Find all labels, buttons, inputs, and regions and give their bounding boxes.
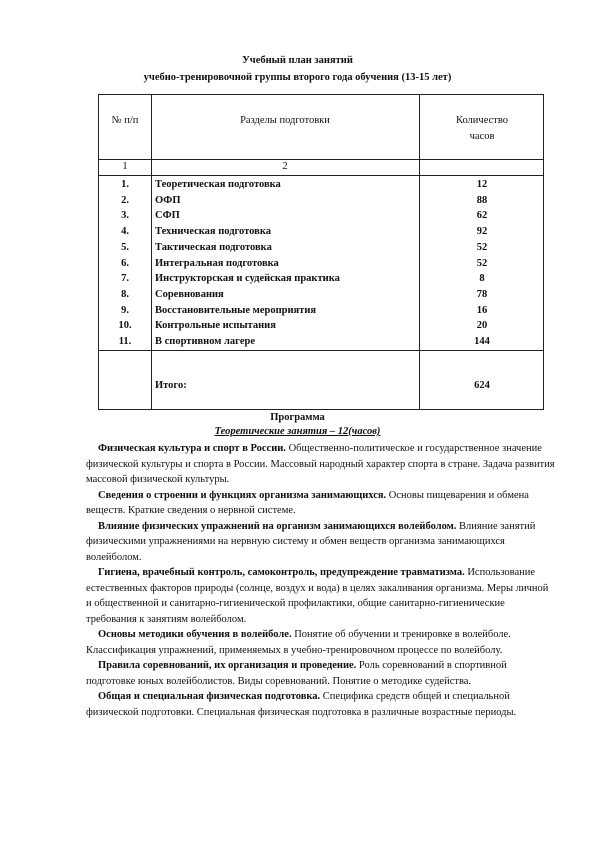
row-section-name: Теоретическая подготовка xyxy=(155,179,281,190)
row-hours: 8 xyxy=(479,273,485,285)
row-hours: 52 xyxy=(476,241,488,253)
plan-subtitle: учебно-тренировочной группы второго года обучения (13-15 лет) xyxy=(143,72,452,83)
paragraph-text: Специфика средств общей и специальной физической подготовки. Специальная физическая подготовка в различные возрастные периоды. xyxy=(86,691,517,718)
paragraph-text: Общественно-политическое и государственное значение физической культуры и спорта в России. Массовый народный характер спорта в стране. Задача развития массовой физической культуры. xyxy=(86,443,555,485)
program-title: Программа xyxy=(270,412,325,423)
table-column-divider xyxy=(151,95,152,409)
row-num: 8. xyxy=(121,288,129,300)
paragraph-heading: Общая и специальная физическая подготовка. xyxy=(98,691,321,702)
paragraph-text: Использование естественных факторов природы (солнце, воздух и вода) в целях закаливания организма. Меры личной и общественной и санитарно-гигиенической профилактики, общие санитарно-гигиенические требования к занятиям волейболом. xyxy=(86,567,549,625)
row-section-name: Контрольные испытания xyxy=(155,320,276,332)
row-hours: 20 xyxy=(476,320,488,332)
program-paragraph xyxy=(86,441,556,488)
program-text xyxy=(86,441,556,720)
paragraph-heading: Сведения о строении и функциях организма занимающихся. xyxy=(98,489,387,501)
program-subtitle: Теоретические занятия – 12(часов) xyxy=(214,426,381,437)
row-section-name: Техническая подготовка xyxy=(155,226,271,238)
row-num: 7. xyxy=(121,273,129,285)
row-num: 4. xyxy=(121,226,129,238)
row-hours: 92 xyxy=(476,226,488,238)
row-num: 5. xyxy=(121,241,129,253)
row-num: 3. xyxy=(121,210,129,222)
row-hours: 12 xyxy=(476,179,488,190)
paragraph-text: Влияние занятий физическими упражнениями на нервную систему и обмен веществ организма занимающихся волейболом. xyxy=(86,520,536,563)
row-hours: 52 xyxy=(476,257,488,269)
row-section-name: В спортивном лагере xyxy=(155,336,255,347)
program-paragraph xyxy=(86,627,556,658)
row-section-name: Интегральная подготовка xyxy=(155,257,279,269)
header-hours-line1: Количество xyxy=(455,115,509,126)
header-num: № п/п xyxy=(111,115,139,126)
row-num: 2. xyxy=(121,194,129,206)
paragraph-text: Роль соревнований в спортивной подготовке юных волейболистов. Виды соревнований. Понятие о методике судейства. xyxy=(86,660,507,687)
row-num: 6. xyxy=(121,257,129,269)
row-num: 1. xyxy=(121,179,129,190)
table-row-divider xyxy=(99,350,543,351)
row-num: 9. xyxy=(121,304,129,316)
row-hours: 16 xyxy=(476,304,488,316)
paragraph-text: Основы пищеварения и обмена веществ. Краткие сведения о нервной системе. xyxy=(86,489,529,516)
total-value: 624 xyxy=(474,380,490,391)
header-section: Разделы подготовки xyxy=(240,115,330,126)
row-section-name: ОФП xyxy=(155,194,181,206)
row-hours: 78 xyxy=(476,288,488,300)
header-hours-line2: часов xyxy=(469,131,495,142)
row-hours: 88 xyxy=(476,194,488,206)
program-paragraph xyxy=(86,519,556,566)
program-paragraph xyxy=(86,488,556,519)
paragraph-heading: Правила соревнований, их организация и проведение. xyxy=(98,660,357,671)
paragraph-heading: Основы методики обучения в волейболе. xyxy=(98,629,292,640)
plan-title: Учебный план занятий xyxy=(242,55,353,66)
paragraph-heading: Физическая культура и спорт в России. xyxy=(98,443,286,454)
row-section-name: Инструкторская и судейская практика xyxy=(155,273,340,285)
row-hours: 62 xyxy=(476,210,488,222)
row-num: 11. xyxy=(118,336,132,347)
table-row-divider xyxy=(99,175,543,176)
index-cell-1: 1 xyxy=(122,161,128,172)
program-paragraph xyxy=(86,565,556,627)
row-num: 10. xyxy=(118,320,132,332)
row-section-name: Восстановительные мероприятия xyxy=(155,304,317,316)
index-cell-2: 2 xyxy=(282,161,288,172)
program-paragraph xyxy=(86,689,556,720)
row-hours: 144 xyxy=(474,336,490,347)
paragraph-text: Понятие об обучении и тренировке в волейболе. Классификация упражнений, применяемых в учебно-тренировочном процессе по волейболу. xyxy=(86,629,511,656)
row-section-name: Тактическая подготовка xyxy=(155,241,272,253)
paragraph-heading: Гигиена, врачебный контроль, самоконтроль, предупреждение травматизма. xyxy=(98,567,465,578)
row-section-name: СФП xyxy=(155,210,180,222)
total-label: Итого: xyxy=(155,380,187,391)
row-section-name: Соревнования xyxy=(155,288,224,300)
study-plan-table xyxy=(98,94,544,410)
paragraph-heading: Влияние физических упражнений на организм занимающихся волейболом. xyxy=(98,520,457,532)
program-paragraph xyxy=(86,658,556,689)
